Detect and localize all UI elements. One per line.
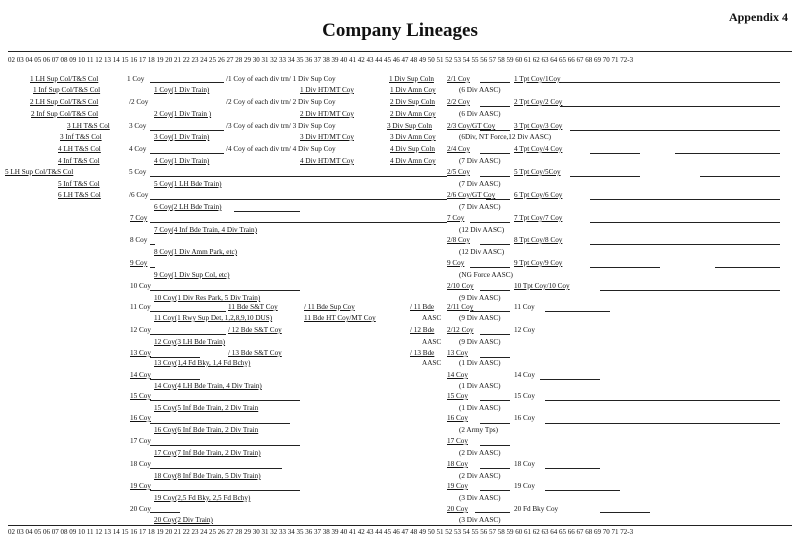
- lineage-entry: 5 Inf T&S Col: [58, 180, 100, 188]
- lineage-line: [480, 106, 510, 107]
- lineage-entry: 20 Coy: [130, 505, 151, 513]
- lineage-entry: 10 Coy(1 Div Res Park, 5 Div Train): [154, 294, 261, 302]
- lineage-entry: 18 Coy: [130, 460, 151, 468]
- lineage-line: [150, 379, 200, 380]
- lineage-line: [480, 445, 510, 446]
- lineage-line: [480, 244, 510, 245]
- lineage-entry: 3 Div Sup Coln: [387, 122, 432, 130]
- lineage-entry: 14 Coy: [447, 371, 468, 379]
- lineage-entry: 15 Coy: [447, 392, 468, 400]
- lineage-line: [470, 267, 510, 268]
- lineage-entry: 6 Tpt Coy/6 Coy: [514, 191, 563, 199]
- lineage-entry: 2/12 Coy: [447, 326, 474, 334]
- lineage-entry: 18 Coy: [447, 460, 468, 468]
- lineage-entry: 2/10 Coy: [447, 282, 474, 290]
- lineage-entry: (NG Force AASC): [459, 271, 513, 279]
- lineage-entry: 3 Coy: [129, 122, 147, 130]
- lineage-line: [150, 267, 155, 268]
- lineage-entry: 2 Div HT/MT Coy: [300, 110, 354, 118]
- lineage-entry: 11 Coy: [130, 303, 151, 311]
- lineage-entry: 20 Fd Bky Coy: [514, 505, 559, 513]
- lineage-line: [600, 512, 650, 513]
- lineage-entry: 3 Inf T&S Col: [60, 133, 102, 141]
- lineage-entry: / 12 Bde S&T Coy: [228, 326, 282, 334]
- lineage-line: [150, 176, 447, 177]
- lineage-line: [545, 490, 620, 491]
- lineage-entry: 19 Coy: [447, 482, 468, 490]
- lineage-entry: 11 Coy: [514, 303, 535, 311]
- year-scale-top: 02 03 04 05 06 07 08 09 10 11 12 13 14 15 16 17 18 19 20 21 22 23 24 25 26 27 28 29 30 31 32 33 34 35 36 37 38 39 40 41 42 43 44 45 46 47 48 49 50 51 52 53 54 55 56 57 58 59 60 61 62 63 64 65 66 67 68 69 70 71 72-3: [8, 56, 634, 64]
- lineage-line: [590, 267, 660, 268]
- lineage-entry: 4 Tpt Coy/4 Coy: [514, 145, 563, 153]
- lineage-line: [470, 311, 510, 312]
- lineage-entry: 3 Div Amn Coy: [390, 133, 436, 141]
- lineage-entry: (9 Div AASC): [459, 338, 501, 346]
- lineage-entry: (9 Div AASC): [459, 294, 501, 302]
- lineage-line: [480, 490, 510, 491]
- lineage-line: [545, 468, 600, 469]
- lineage-line: [150, 357, 200, 358]
- lineage-entry: /2 Coy: [129, 98, 149, 106]
- lineage-line: [486, 199, 510, 200]
- lineage-entry: 11 Coy(1 Rwy Sup Det, 1,2,8,9,10 DUS): [154, 314, 273, 322]
- lineage-line: [150, 423, 290, 424]
- lineage-line: [540, 379, 600, 380]
- lineage-line: [545, 400, 780, 401]
- lineage-line: [150, 400, 300, 401]
- lineage-line: [150, 311, 226, 312]
- lineage-entry: 2/4 Coy: [447, 145, 470, 153]
- lineage-entry: 2/8 Coy: [447, 236, 470, 244]
- lineage-entry: 17 Coy(7 Inf Bde Train, 2 Div Train): [154, 449, 261, 457]
- lineage-line: [480, 176, 510, 177]
- lineage-entry: 11 Bde HT Coy/MT Coy: [304, 314, 376, 322]
- lineage-entry: 19 Coy: [514, 482, 535, 490]
- lineage-entry: 1 Coy: [127, 75, 145, 83]
- lineage-entry: 5 Tpt Coy/5Coy: [514, 168, 561, 176]
- lineage-entry: (6 Div AASC): [459, 110, 501, 118]
- lineage-entry: (2 Army Tps): [459, 426, 498, 434]
- lineage-entry: 12 Coy: [514, 326, 535, 334]
- lineage-entry: (7 Div AASC): [459, 180, 501, 188]
- lineage-line: [480, 423, 510, 424]
- lineage-entry: 17 Coy: [130, 437, 151, 445]
- lineage-entry: 4 LH T&S Col: [58, 145, 101, 153]
- lineage-entry: 16 Coy: [130, 414, 151, 422]
- lineage-entry: (2 Div AASC): [459, 472, 501, 480]
- lineage-line: [150, 153, 224, 154]
- lineage-entry: (9 Div AASC): [459, 314, 501, 322]
- lineage-entry: 4 Div HT/MT Coy: [300, 157, 354, 165]
- lineage-line: [590, 244, 780, 245]
- top-rule: [8, 51, 792, 52]
- lineage-entry: 12 Coy: [130, 326, 151, 334]
- lineage-line: [150, 199, 447, 200]
- lineage-entry: 16 Coy(6 Inf Bde Train, 2 Div Train: [154, 426, 259, 434]
- lineage-entry: 2 Inf Sup Col/T&S Col: [31, 110, 99, 118]
- lineage-entry: 4 Inf T&S Col: [58, 157, 100, 165]
- lineage-entry: 11 Bde S&T Coy: [228, 303, 278, 311]
- lineage-entry: 18 Coy: [514, 460, 535, 468]
- lineage-entry: 3 Div HT/MT Coy: [300, 133, 354, 141]
- lineage-entry: /1 Coy of each div trn/ 1 Div Sup Coy: [226, 75, 336, 83]
- lineage-line: [480, 334, 510, 335]
- lineage-entry: 8 Coy(1 Div Amm Park, etc): [154, 248, 238, 256]
- lineage-entry: 2 LH Sup Col/T&S Col: [30, 98, 99, 106]
- lineage-line: [480, 290, 510, 291]
- lineage-entry: 9 Coy(1 Div Sup Col, etc): [154, 271, 230, 279]
- lineage-line: [150, 468, 282, 469]
- lineage-line: [470, 222, 510, 223]
- lineage-entry: 1 LH Sup Col/T&S Col: [30, 75, 99, 83]
- lineage-entry: 2 Coy(1 Div Train ): [154, 110, 212, 118]
- lineage-entry: 2/5 Coy: [447, 168, 470, 176]
- bottom-rule: [8, 525, 792, 526]
- lineage-entry: 7 Coy(4 Inf Bde Train, 4 Div Train): [154, 226, 258, 234]
- appendix-label: Appendix 4: [728, 10, 788, 24]
- lineage-entry: (6Div, NT Force,12 Div AASC): [459, 133, 552, 141]
- lineage-entry: /4 Coy of each div trn/ 4 Div Sup Coy: [226, 145, 336, 153]
- lineage-entry: 7 Tpt Coy/7 Coy: [514, 214, 563, 222]
- lineage-entry: 3 LH T&S Col: [67, 122, 110, 130]
- lineage-entry: 1 Coy(1 Div Train): [154, 86, 210, 94]
- lineage-line: [150, 244, 155, 245]
- lineage-line: [234, 211, 300, 212]
- lineage-entry: / 11 Bde: [410, 303, 435, 311]
- lineage-entry: (1 Div AASC): [459, 404, 501, 412]
- lineage-line: [600, 290, 780, 291]
- lineage-entry: 18 Coy(8 Inf Bde Train, 5 Div Train): [154, 472, 261, 480]
- lineage-entry: 15 Coy(5 Inf Bde Train, 2 Div Train: [154, 404, 259, 412]
- lineage-entry: 7 Coy: [130, 214, 148, 222]
- lineage-line: [150, 490, 300, 491]
- lineage-entry: 20 Coy(2 Div Train): [154, 516, 213, 524]
- lineage-entry: 2 Div Sup Coln: [390, 98, 435, 106]
- lineage-line: [560, 106, 780, 107]
- lineage-entry: / 13 Bde: [410, 349, 435, 357]
- lineage-entry: (6 Div AASC): [459, 86, 501, 94]
- lineage-entry: AASC: [422, 314, 442, 322]
- lineage-line: [590, 199, 780, 200]
- lineage-line: [570, 130, 780, 131]
- lineage-line: [545, 423, 780, 424]
- lineage-entry: 1 Div Sup Coln: [389, 75, 434, 83]
- lineage-entry: 4 Div Amn Coy: [390, 157, 436, 165]
- lineage-line: [675, 153, 780, 154]
- lineage-line: [150, 82, 224, 83]
- lineage-entry: 9 Coy: [130, 259, 148, 267]
- year-scale-bottom: 02 03 04 05 06 07 08 09 10 11 12 13 14 15 16 17 18 19 20 21 22 23 24 25 26 27 28 29 30 31 32 33 34 35 36 37 38 39 40 41 42 43 44 45 46 47 48 49 50 51 52 53 54 55 56 57 58 59 60 61 62 63 64 65 66 67 68 69 70 71 72-3: [8, 528, 634, 536]
- lineage-entry: 14 Coy: [130, 371, 151, 379]
- lineage-entry: (3 Div AASC): [459, 516, 501, 524]
- lineage-entry: 5 LH Sup Col/T&S Col: [5, 168, 74, 176]
- lineage-line: [480, 468, 510, 469]
- lineage-entry: 13 Coy(1,4 Fd Bky, 1,4 Fd Bchy): [154, 359, 251, 367]
- lineage-entry: AASC: [422, 338, 442, 346]
- lineage-entry: 13 Coy: [447, 349, 468, 357]
- lineage-line: [150, 334, 226, 335]
- lineage-line: [480, 400, 510, 401]
- lineage-line: [480, 357, 510, 358]
- lineage-entry: 4 Div Sup Coln: [390, 145, 435, 153]
- lineage-line: [590, 222, 780, 223]
- lineage-entry: 2/1 Coy: [447, 75, 470, 83]
- lineage-entry: 12 Coy(3 LH Bde Train): [154, 338, 226, 346]
- lineage-entry: 9 Coy: [447, 259, 465, 267]
- lineage-entry: 10 Coy: [130, 282, 151, 290]
- lineage-entry: 2/3 Coy/GT Coy: [447, 122, 496, 130]
- lineage-entry: 19 Coy: [130, 482, 151, 490]
- lineage-line: [150, 222, 447, 223]
- lineage-entry: (12 Div AASC): [459, 226, 505, 234]
- lineage-entry: 6 Coy(2 LH Bde Train): [154, 203, 222, 211]
- lineage-line: [480, 82, 510, 83]
- page-title: Company Lineages: [322, 20, 478, 41]
- lineage-entry: (1 Div AASC): [459, 382, 501, 390]
- lineage-line: [545, 311, 610, 312]
- lineage-entry: 16 Coy: [514, 414, 535, 422]
- lineage-entry: 1 Div HT/MT Coy: [300, 86, 354, 94]
- lineage-entry: 9 Tpt Coy/9 Coy: [514, 259, 563, 267]
- lineage-entry: /2 Coy of each div trn/ 2 Div Sup Coy: [226, 98, 336, 106]
- lineage-entry: 20 Coy: [447, 505, 468, 513]
- lineage-line: [700, 176, 780, 177]
- lineage-line: [560, 82, 780, 83]
- lineage-entry: (7 Div AASC): [459, 157, 501, 165]
- lineage-entry: 14 Coy: [514, 371, 535, 379]
- lineage-entry: 3 Tpt Coy/3 Coy: [514, 122, 563, 130]
- lineage-line: [150, 290, 300, 291]
- lineage-entry: AASC: [422, 359, 442, 367]
- lineage-entry: 1 Inf Sup Col/T&S Col: [33, 86, 101, 94]
- lineage-entry: 7 Coy: [447, 214, 465, 222]
- lineage-entry: 3 Coy(1 Div Train): [154, 133, 210, 141]
- lineage-entry: 1 Tpt Coy/1Coy: [514, 75, 561, 83]
- lineage-entry: 16 Coy: [447, 414, 468, 422]
- lineage-entry: 4 Coy: [129, 145, 147, 153]
- lineage-entry: 8 Tpt Coy/8 Coy: [514, 236, 563, 244]
- lineage-entry: /6 Coy: [129, 191, 149, 199]
- lineage-entry: 8 Coy: [130, 236, 148, 244]
- lineage-entry: 4 Coy(1 Div Train): [154, 157, 210, 165]
- lineage-entry: 10 Tpt Coy/10 Coy: [514, 282, 570, 290]
- lineage-entry: 5 Coy: [129, 168, 147, 176]
- lineage-entry: 2 Tpt Coy/2 Coy: [514, 98, 563, 106]
- lineage-entry: (1 Div AASC): [459, 359, 501, 367]
- lineage-entry: (2 Div AASC): [459, 449, 501, 457]
- lineage-line: [150, 445, 300, 446]
- lineage-line: [150, 130, 224, 131]
- lineage-entry: 2/11 Coy: [447, 303, 474, 311]
- lineage-entry: /3 Coy of each div trn/ 3 Div Sup Coy: [226, 122, 336, 130]
- lineage-entry: 6 LH T&S Col: [58, 191, 101, 199]
- lineage-entry: 17 Coy: [447, 437, 468, 445]
- lineage-entry: (12 Div AASC): [459, 248, 505, 256]
- lineage-entry: / 11 Bde Sup Coy: [304, 303, 355, 311]
- lineage-entry: 2/6 Coy/GT Coy: [447, 191, 496, 199]
- lineage-entry: (7 Div AASC): [459, 203, 501, 211]
- lineage-entry: 13 Coy: [130, 349, 151, 357]
- lineage-entry: 5 Coy(1 LH Bde Train): [154, 180, 222, 188]
- lineage-line: [715, 267, 780, 268]
- lineage-entry: 2/2 Coy: [447, 98, 470, 106]
- lineage-line: [570, 176, 640, 177]
- lineage-entry: 1 Div Amn Coy: [390, 86, 436, 94]
- lineage-entry: / 13 Bde S&T Coy: [228, 349, 282, 357]
- lineage-entry: / 12 Bde: [410, 326, 435, 334]
- lineage-line: [475, 512, 510, 513]
- lineage-entry: 14 Coy(4 LH Bde Train, 4 Div Train): [154, 382, 262, 390]
- lineage-line: [150, 512, 180, 513]
- lineage-entry: 15 Coy: [514, 392, 535, 400]
- lineage-line: [590, 153, 640, 154]
- lineage-line: [480, 153, 510, 154]
- lineage-entry: 2 Div Amn Coy: [390, 110, 436, 118]
- lineage-entry: 19 Coy(2,5 Fd Bky, 2,5 Fd Bchy): [154, 494, 251, 502]
- lineage-line: [480, 130, 510, 131]
- lineage-entry: (3 Div AASC): [459, 494, 501, 502]
- lineage-entry: 15 Coy: [130, 392, 151, 400]
